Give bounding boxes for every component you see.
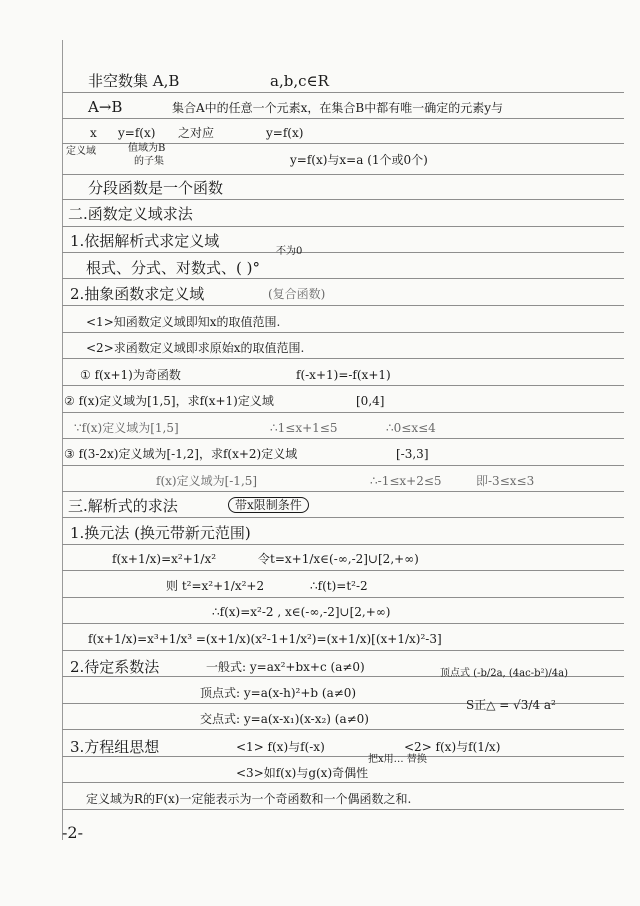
formula-line: 一般式: y=ax²+bx+c (a≠0) [206,660,365,674]
ruled-line [62,385,624,386]
ruled-line [62,544,624,545]
note-line: 1.换元法 (换元带新元范围) [70,524,251,542]
formula-line: 顶点式 (-b/2a, (4ac-b²)/4a) [440,668,569,679]
ruled-line [62,623,624,624]
note-line: 根式、分式、对数式、( )° [86,259,260,277]
ruled-line [62,465,624,466]
note-line: f(-x+1)=-f(x+1) [296,368,391,382]
note-line: [-3,3] [396,447,429,461]
note-line: ① f(x+1)为奇函数 [80,368,181,382]
ruled-line [62,438,624,439]
circled-note: 带x限制条件 [228,497,309,513]
note-line: a,b,c∈R [270,72,329,90]
note-line: A→B [88,98,123,116]
ruled-line [62,358,624,359]
ruled-line [62,809,624,810]
note-line: <1>知函数定义域即知x的取值范围. [86,315,281,329]
note-line: 2.待定系数法 [70,658,160,676]
note-line: y=f(x) [118,126,156,140]
ruled-line [62,412,624,413]
ruled-line [62,756,624,757]
note-line: 1.依据解析式求定义域 [70,232,220,250]
ruled-line [62,570,624,571]
note-line: y=f(x)与x=a (1个或0个) [290,153,428,167]
ruled-line [62,226,624,227]
note-line: 集合A中的任意一个元素x，在集合B中都有唯一确定的元素y与 [172,101,504,115]
ruled-line [62,278,624,279]
note-line: ③ f(3-2x)定义域为[-1,2]，求f(x+2)定义域 [64,447,298,461]
note-line: x [90,126,97,140]
note-line: [0,4] [356,394,385,408]
formula-line: 顶点式: y=a(x-h)²+b (a≠0) [200,686,357,700]
formula-line: f(x+1/x)=x²+1/x² [112,552,217,566]
ruled-line [62,92,624,93]
formula-line: <1> f(x)与f(-x) [236,740,325,754]
note-line: f(x)定义域为[-1,5] [156,474,258,488]
ruled-line [62,118,624,119]
note-line: y=f(x) [266,126,304,140]
margin-line [62,40,63,840]
note-line: 非空数集 A,B [88,72,180,90]
ruled-line [62,174,624,175]
ruled-line [62,199,624,200]
note-line: 3.方程组思想 [70,738,160,756]
section-heading: 三.解析式的求法 [68,497,178,515]
ruled-line [62,332,624,333]
note-line: 之对应 [178,126,215,140]
note-line: ∴1≤x+1≤5 [270,421,338,435]
ruled-line [62,597,624,598]
note-line: 把x用… 替换 [368,754,427,765]
note-line: ② f(x)定义域为[1,5]，求f(x+1)定义域 [64,394,274,408]
note-line: ∴-1≤x+2≤5 [370,474,442,488]
note-line: 值域为B [128,143,166,154]
note-line: ∴0≤x≤4 [386,421,436,435]
page-number: -2- [62,823,83,842]
section-heading: 二.函数定义域求法 [68,205,193,223]
ruled-line [62,782,624,783]
ruled-line [62,491,624,492]
note-line: (复合函数) [268,287,326,301]
ruled-line [62,517,624,518]
ruled-line [62,252,624,253]
note-line: 定义域 [66,146,96,157]
formula-line: <3>如f(x)与g(x)奇偶性 [236,766,369,780]
formula-line: S正△ = √3/4 a² [466,698,556,712]
ruled-line [62,650,624,651]
ruled-line [62,729,624,730]
note-line: 的子集 [134,156,164,167]
formula-line: 则 t²=x²+1/x²+2 [166,579,265,593]
note-line: 2.抽象函数求定义域 [70,285,205,303]
note-line: 定义域为R的F(x)一定能表示为一个奇函数和一个偶函数之和. [86,792,412,806]
note-line: 分段函数是一个函数 [88,179,224,197]
formula-line: ∴f(x)=x²-2 , x∈(-∞,-2]∪[2,+∞) [212,605,391,619]
note-line: 不为0 [276,246,303,257]
note-line: <2>求函数定义域即求原始x的取值范围. [86,341,305,355]
ruled-line [62,305,624,306]
formula-line: 令t=x+1/x∈(-∞,-2]∪[2,+∞) [258,552,419,566]
formula-line: f(x+1/x)=x³+1/x³ =(x+1/x)(x²-1+1/x²)=(x+1/x)[(x+1/x)²-3] [88,632,442,646]
formula-line: 交点式: y=a(x-x₁)(x-x₂) (a≠0) [200,712,369,726]
note-line: 即-3≤x≤3 [476,474,535,488]
formula-line: ∴f(t)=t²-2 [310,579,368,593]
note-line: ∵f(x)定义域为[1,5] [74,421,179,435]
formula-line: <2> f(x)与f(1/x) [404,740,501,754]
